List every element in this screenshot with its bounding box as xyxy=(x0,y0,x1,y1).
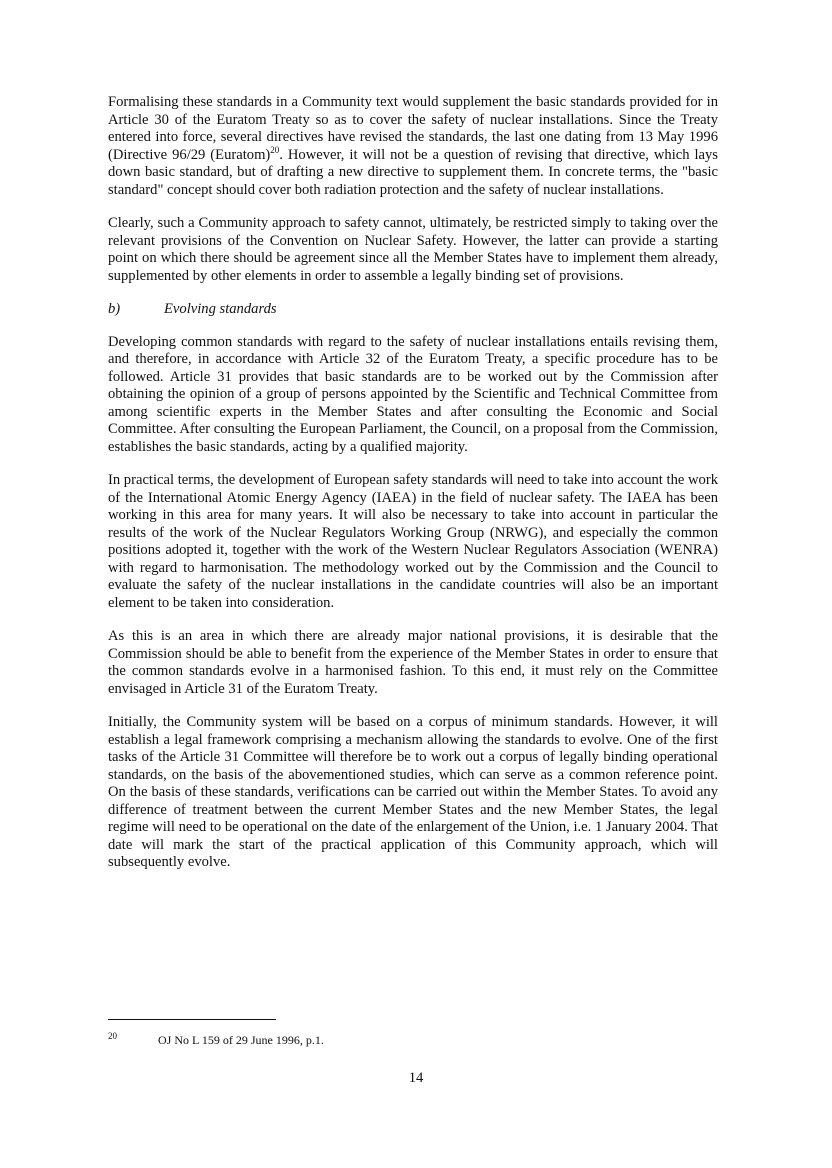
paragraph-community-system: Initially, the Community system will be based on a corpus of minimum standards. However, it will establish a legal framework comprising a mechanism allowing the standards to evolve. One of the first tasks of the Article 31 Committee will therefore be to work out a corpus of legally binding operational standards, on the basis of the abovementioned studies, which can serve as a common reference point. On the basis of these standards, verifications can be carried out within the Member States. To avoid any difference of treatment between the current Member States and the new Member States, the legal regime will need to be operational on the date of the enlargement of the Union, i.e. 1 January 2004. That date will mark the start of the practical application of this Community approach, which will subsequently evolve. xyxy=(108,714,718,870)
footnote-divider xyxy=(108,1019,276,1020)
paragraph-basic-standards xyxy=(108,94,718,199)
section-title: Evolving standards xyxy=(164,301,277,317)
paragraph-text: . However, it will not be a question of revising that directive, which lays down basic standard, but of drafting a new directive to supplement them. In concrete terms, the "basic standard" concept should cover both radiation protection and the safety of nuclear installations. xyxy=(108,146,718,198)
footnote: 20 OJ No L 159 of 29 June 1996, p.1. xyxy=(108,1031,324,1047)
paragraph-national-provisions: As this is an area in which there are already major national provisions, it is desirable that the Commission should be able to benefit from the experience of the Member States in order to ensure that the common standards evolve in a harmonised fashion. To this end, it must rely on the Committee envisaged in Article 31 of the Euratom Treaty. xyxy=(108,628,718,697)
paragraph-community-approach: Clearly, such a Community approach to safety cannot, ultimately, be restricted simply to taking over the relevant provisions of the Convention on Nuclear Safety. However, the latter can provide a starting point on which there should be agreement since all the Member States have to implement them already, supplemented by other elements in order to assemble a legally binding set of provisions. xyxy=(108,215,718,284)
paragraph-practical-terms: In practical terms, the development of European safety standards will need to take into account the work of the International Atomic Energy Agency (IAEA) in the field of nuclear safety. The IAEA has been working in this area for many years. It will also be necessary to take into account in particular the results of the work of the Nuclear Regulators Working Group (NRWG), and especially the common positions adopted it, together with the work of the Western Nuclear Regulators Association (WENRA) with regard to harmonisation. The methodology worked out by the Commission and the Council to evaluate the safety of the nuclear installations in the candidate countries will also be an important element to be taken into consideration. xyxy=(108,472,718,611)
page-number: 14 xyxy=(408,1070,424,1086)
footnote-reference[interactable]: 20 xyxy=(270,144,280,155)
document-body xyxy=(108,94,718,888)
paragraph-developing-standards: Developing common standards with regard to the safety of nuclear installations entails revising them, and therefore, in accordance with Article 32 of the Euratom Treaty, a specific procedure has to be followed. Article 31 provides that basic standards are to be worked out by the Commission after obtaining the opinion of a group of persons appointed by the Scientific and Technical Committee from among scientific experts in the Member States and after consulting the Economic and Social Committee. After consulting the European Parliament, the Council, on a proposal from the Commission, establishes the basic standards, acting by a qualified majority. xyxy=(108,333,718,455)
section-number: b) xyxy=(108,301,121,317)
section-heading xyxy=(108,301,718,319)
footnote-text: OJ No L 159 of 29 June 1996, p.1. xyxy=(158,1033,324,1047)
paragraph-text: Formalising these standards in a Community text would supplement the basic standards provided for in Article 30 of the Euratom Treaty so as to cover the safety of nuclear installations. Since the Treaty entered into force, several directives have revised the standards, the last one dating from 13 May 1996 (Directive 96/29 (Euratom) xyxy=(108,94,718,163)
